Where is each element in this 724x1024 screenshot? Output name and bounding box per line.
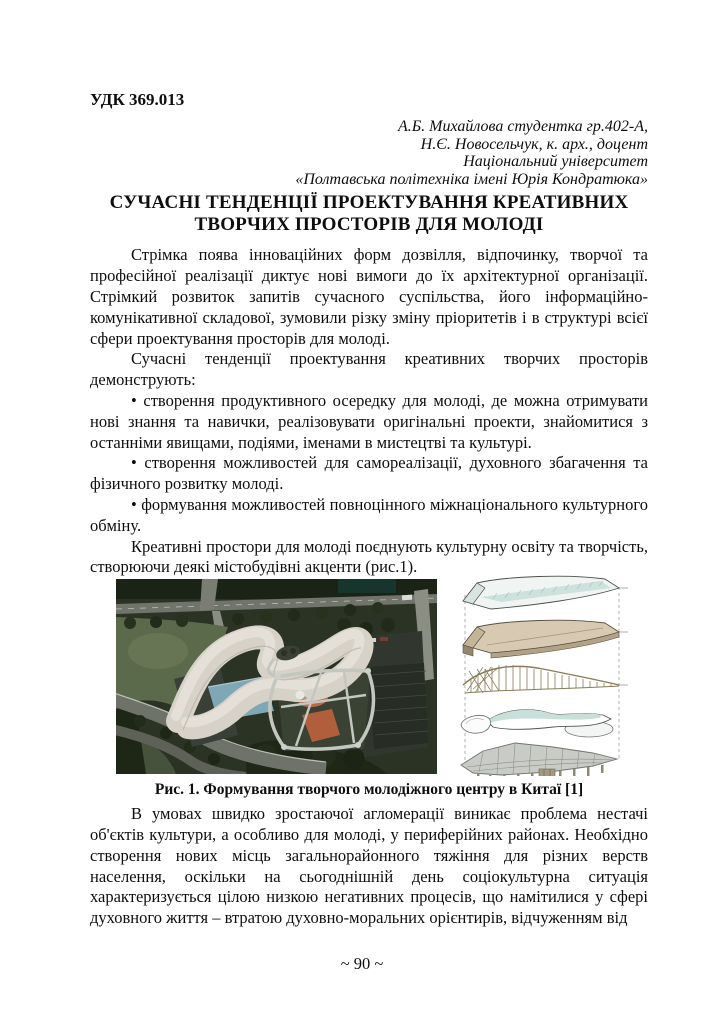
author-line: Н.Є. Новосельчук, к. арх., доцент [420, 135, 648, 153]
bullet-text: формування можливостей повноцінного міжнаціонального культурного обміну. [90, 494, 648, 535]
guide-lines [465, 587, 619, 767]
bullet-text: створення продуктивного осередку для молоді, де можна отримувати нові знання та навички, реалізовувати оригінальні проекти, знайомитися з останніми явищами, подіями, іменами в мистецтві та культурі. [90, 390, 648, 452]
author-line: «Полтавська політехніка імені Юрія Кондратюка» [295, 170, 648, 188]
bullet-marker: • [131, 453, 137, 473]
figure-1 [90, 579, 648, 776]
bullet-text: створення можливостей для самореалізації, духовного збагачення та фізичного розвитку молоді. [90, 453, 649, 494]
bullet-marker: • [131, 390, 137, 410]
paragraph-creative-spaces: Креативні простори для молоді поєднують культурну освіту та творчість, створюючи деякі містобудівні акценти (рис.1). [90, 536, 648, 577]
paragraph-intro: Стрімка поява інноваційних форм дозвілля, відпочинку, творчої та професійної реалізації диктує нові вимоги до їх архітектурної організації. Стрімкий розвиток запитів сучасного суспільства, його інформаційно-комунікативної складової, зумовили різку зміну пріоритетів і в структурі всієї сфери проектування просторів для молоді. [90, 245, 648, 348]
udc-code: УДК 369.013 [90, 90, 185, 109]
layer-tan-roof [463, 620, 628, 658]
paragraph-tendencies: Сучасні тенденції проектування креативних творчих просторів демонструють: [90, 349, 648, 390]
paragraph-agglomeration: В умовах швидко зростаючої агломерації виникає проблема нестачі об'єктів культури, а особливо для молоді, у периферійних районах. Необхідно створення нових місць загальнорайонного тяжіння для різних верств населення, оскільки на сьогоднішній день соціокультурна ситуація характеризується цілою низкою негативних процесів, що намітилися у сфері духовного життя – втратою духовно-моральних орієнтирів, відчуженням від [90, 804, 648, 928]
article-title-line1: СУЧАСНІ ТЕНДЕНЦІЇ ПРОЕКТУВАННЯ КРЕАТИВНИХ [109, 192, 629, 214]
author-line: А.Б. Михайлова студентка гр.402-А, [397, 118, 648, 135]
bullet-item [90, 391, 648, 453]
author-block [90, 118, 648, 188]
article-title-line2: ТВОРЧИХ ПРОСТОРІВ ДЛЯ МОЛОДІ [194, 214, 544, 236]
author-line: Національний університет [463, 153, 648, 171]
figure-caption: Рис. 1. Формування творчого молодіжного центру в Китаї [1] [154, 781, 584, 799]
layer-base-structure [461, 743, 617, 776]
article-body [90, 245, 648, 578]
aerial-photo [116, 579, 437, 774]
article-title [90, 192, 648, 236]
bullet-item [90, 495, 648, 537]
page-number: ~ 90 ~ [340, 954, 384, 973]
bullet-marker: • [131, 494, 137, 514]
bullet-item [90, 453, 648, 495]
article-body-continued [90, 804, 648, 929]
exploded-diagram [453, 571, 631, 776]
layer-glass-roof [463, 576, 628, 609]
layer-floor-plan [461, 710, 613, 737]
layer-truss-structure [463, 665, 628, 693]
